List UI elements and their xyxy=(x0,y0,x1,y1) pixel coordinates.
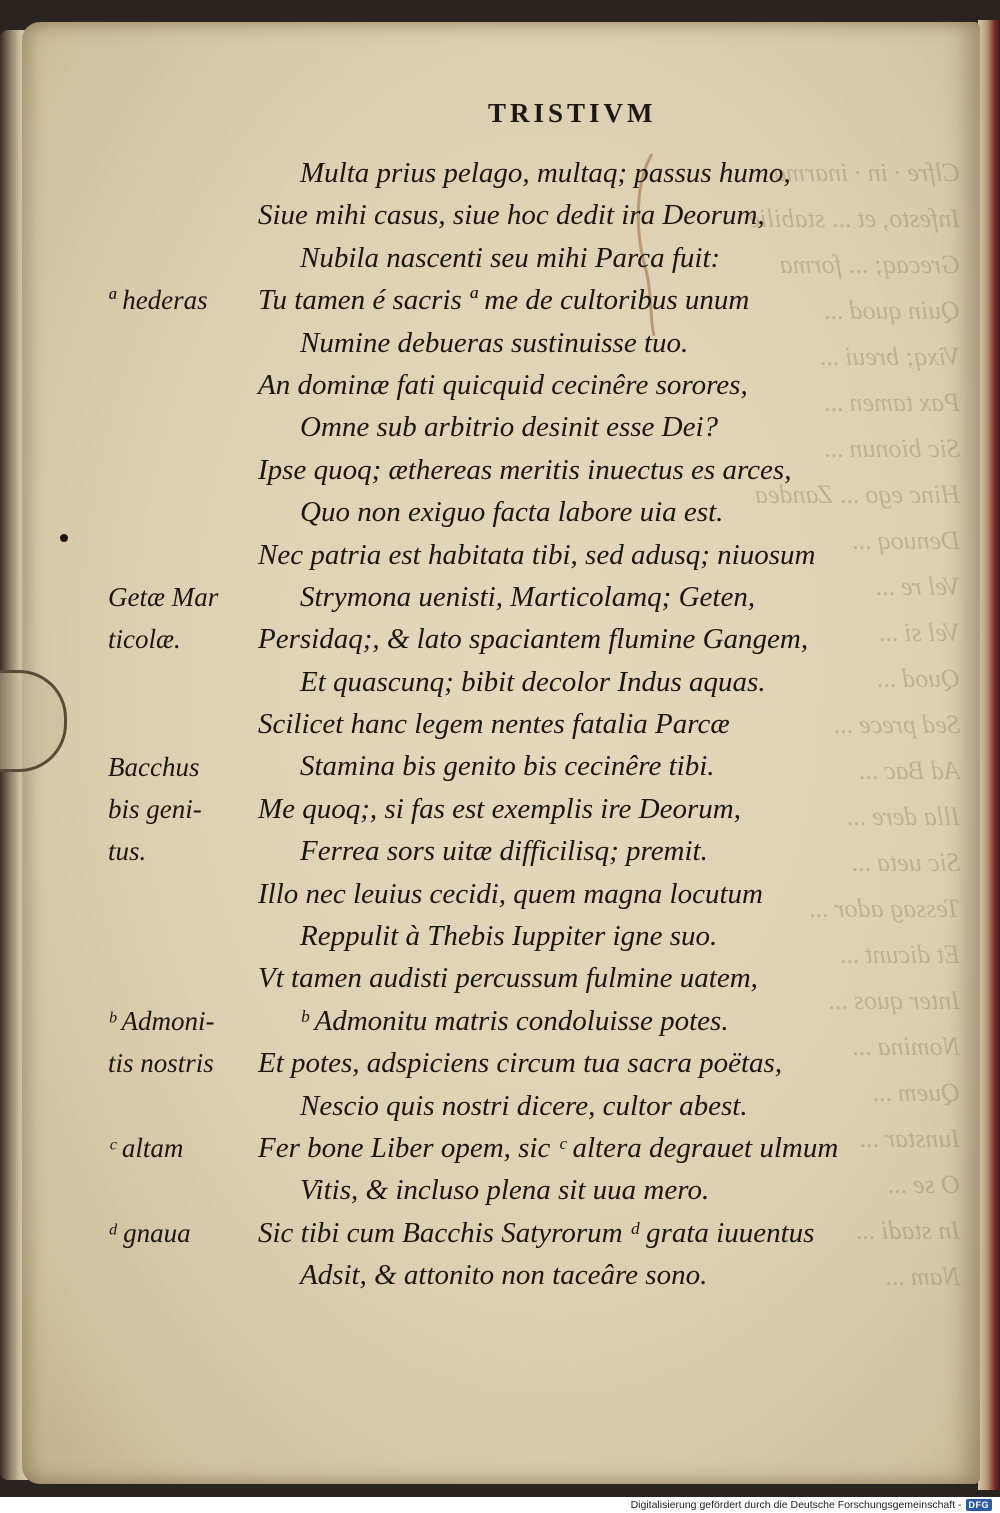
verse-line: Omne sub arbitrio desinit esse Dei? xyxy=(300,411,719,444)
verse-line: Scilicet hanc legem nentes fatalia Parcæ xyxy=(258,708,730,741)
verse-line: An dominæ fati quicquid cecinêre sorores, xyxy=(258,368,748,401)
verse-line: Siue mihi casus, siue hoc dedit ira Deorum, xyxy=(258,199,765,232)
verse-line: Adsit, & attonito non taceâre sono. xyxy=(300,1259,708,1292)
marginal-note: tis nostris xyxy=(108,1048,214,1079)
marginal-note: ᵈ gnaua xyxy=(108,1218,191,1248)
marginal-note: Getæ Mar xyxy=(108,582,219,612)
verse-line: Ipse quoq; æthereas meritis inuectus es arces, xyxy=(258,453,792,486)
verse-line: Strymona uenisti, Marticolamq; Geten, xyxy=(300,580,756,613)
verse-line: Quo non exiguo facta labore uia est. xyxy=(300,496,724,529)
marginal-note: Bacchus xyxy=(108,751,200,782)
verse-line: Vt tamen audisti percussum fulmine uatem, xyxy=(258,962,758,995)
verse-line: Numine debueras sustinuisse tuo. xyxy=(300,326,689,359)
marginal-note: ª hederas xyxy=(108,285,208,316)
verse-line: Stamina bis genito bis cecinêre tibi. xyxy=(300,750,715,783)
verse-line: Multa prius pelago, multaq; passus humo, xyxy=(300,157,791,189)
book-right-edge xyxy=(978,20,1000,1490)
verse-line: Me quoq;, si fas est exemplis ire Deorum, xyxy=(258,792,741,825)
running-head: TRISTIVM xyxy=(488,98,657,128)
footer xyxy=(631,1499,992,1511)
verse-line: ᵇ Admonitu matris condoluisse potes. xyxy=(300,1004,729,1037)
verse-line: Vitis, & incluso plena sit uua mero. xyxy=(300,1174,710,1207)
marginal-note: ᶜ altam xyxy=(108,1133,184,1164)
verse-line: Fer bone Liber opem, sic ᶜ altera degrauet ulmum xyxy=(258,1131,839,1164)
show-through-text: Clfre · in · inarma Infesto, et ... stabilie Grecaq; ... forma Quin quod ... Vixq; breui ... Pax tamen ... Sic bionun ... Hinc ego ... Zandea Denuoq ... Vel re ... Vel si ... Quod ... Sed prece ... Ad Bac ... Illa dere ... Sic ueta ... Tessag ador ... Et dicunt ... Inter quos ... Nomina ... Quem ... Iunstar ... O se ... In stadi ... Nam ... xyxy=(748,158,960,1291)
dfg-logo: DFG xyxy=(966,1499,993,1511)
marginal-note: ᵇ Admoni- xyxy=(108,1006,215,1036)
verse-line: Nubila nascenti seu mihi Parca fuit: xyxy=(300,241,721,274)
verse-line: Illo nec leuius cecidi, quem magna locutum xyxy=(258,877,763,910)
verse-line: Ferrea sors uitæ difficilisq; premit. xyxy=(300,835,708,868)
marginal-note: tus. xyxy=(108,836,147,867)
verse-line: Persidaq;, & lato spaciantem flumine Gangem, xyxy=(258,623,809,656)
verse-line: Nec patria est habitata tibi, sed adusq; niuosum xyxy=(258,538,816,571)
marginal-note: ticolæ. xyxy=(108,624,181,655)
verse-line: Sic tibi cum Bacchis Satyrorum ᵈ grata iuuentus xyxy=(258,1216,815,1249)
verse-line: Et potes, adspiciens circum tua sacra poëtas, xyxy=(258,1047,783,1080)
footer-text: Digitalisierung gefördert durch die Deutsche Forschungsgemeinschaft - xyxy=(630,1499,962,1511)
margin-dot xyxy=(60,534,68,542)
verse-line: Reppulit à Thebis Iuppiter igne suo. xyxy=(300,920,718,953)
verse-line: Tu tamen é sacris ª me de cultoribus unum xyxy=(258,284,750,317)
marginal-note: bis geni- xyxy=(108,794,202,824)
verse-block xyxy=(258,152,958,1297)
verse-line: Et quascunq; bibit decolor Indus aquas. xyxy=(300,665,766,698)
verse-line: Nescio quis nostri dicere, cultor abest. xyxy=(300,1089,748,1122)
